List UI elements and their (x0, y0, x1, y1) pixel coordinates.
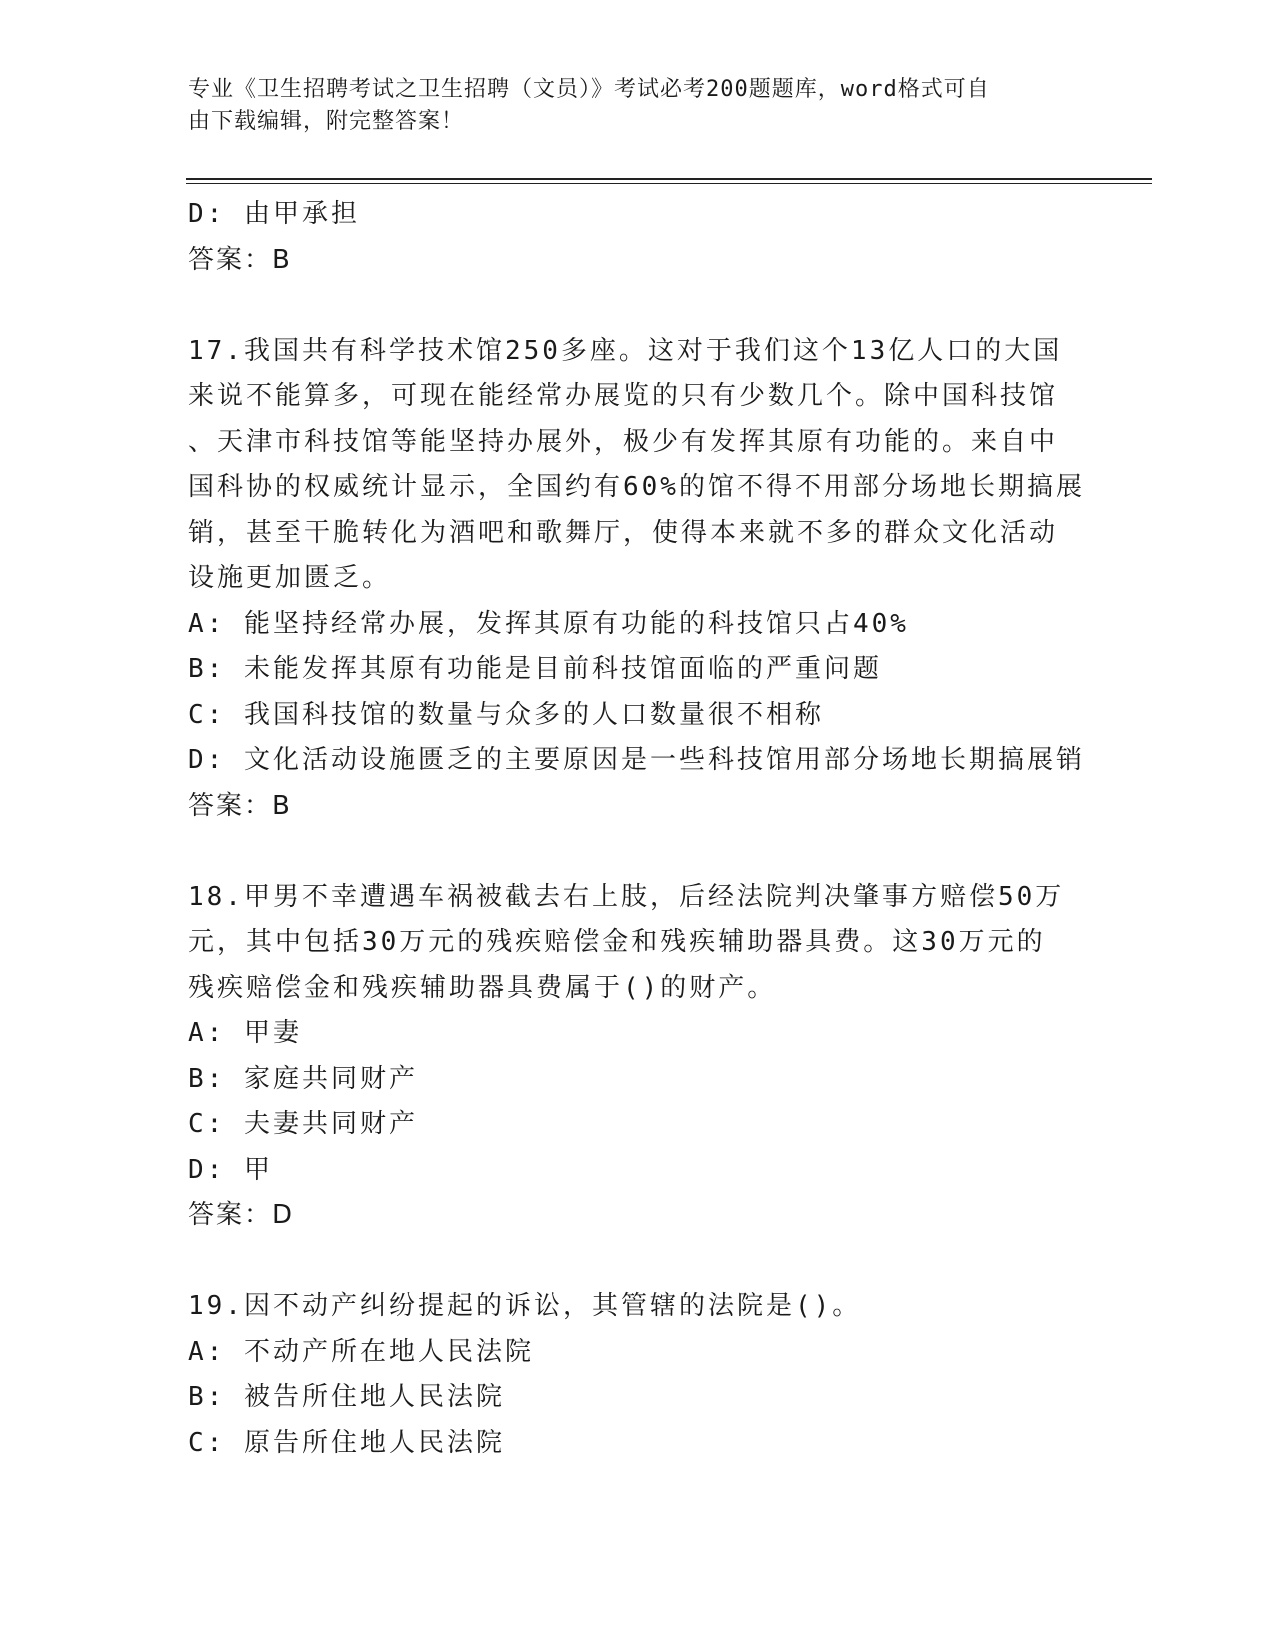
q17-option-b: B: 未能发挥其原有功能是目前科技馆面临的严重问题 (188, 654, 882, 684)
q18-text-line: 元，其中包括30万元的残疾赔偿金和残疾辅助器具费。这30万元的 (188, 927, 1046, 957)
header-line-1: 专业《卫生招聘考试之卫生招聘（文员）》考试必考200题题库，word格式可自 (188, 77, 990, 102)
q19-text-line: 19.因不动产纠纷提起的诉讼，其管辖的法院是()。 (188, 1291, 862, 1321)
q19-option-a: A: 不动产所在地人民法院 (188, 1336, 534, 1367)
question-content (188, 192, 1088, 1466)
q17-option-c: C: 我国科技馆的数量与众多的人口数量很不相称 (188, 699, 824, 730)
header-line-2: 由下载编辑，附完整答案！ (188, 109, 465, 134)
question-18 (188, 875, 1088, 1239)
q17-text-line: 国科协的权威统计显示，全国约有60%的馆不得不用部分场地长期搞展 (188, 472, 1085, 502)
prev-answer: 答案：B (188, 244, 292, 275)
q18-answer: 答案：D (188, 1200, 295, 1230)
q18-option-d: D: 甲 (188, 1154, 273, 1185)
question-17 (188, 329, 1088, 830)
q17-option-d: D: 文化活动设施匮乏的主要原因是一些科技馆用部分场地长期搞展销 (188, 745, 1085, 775)
q19-option-b: B: 被告所住地人民法院 (188, 1382, 505, 1412)
q18-option-a: A: 甲妻 (188, 1018, 302, 1048)
q17-text-line: 销，甚至干脆转化为酒吧和歌舞厅，使得本来就不多的群众文化活动 (188, 517, 1059, 548)
q17-text-line: 、天津市科技馆等能坚持办展外，极少有发挥其原有功能的。来自中 (188, 426, 1059, 457)
q18-option-c: C: 夫妻共同财产 (188, 1109, 418, 1139)
q18-text-line: 18.甲男不幸遭遇车祸被截去右上肢，后经法院判决肇事方赔偿50万 (188, 881, 1065, 912)
q17-text-line: 来说不能算多，可现在能经常办展览的只有少数几个。除中国科技馆 (188, 381, 1059, 411)
header-rule-thin (186, 183, 1152, 184)
q17-text-line: 17.我国共有科学技术馆250多座。这对于我们这个13亿人口的大国 (188, 335, 1063, 366)
document-header (188, 74, 1068, 138)
spacer (188, 283, 1088, 329)
q18-text-line: 残疾赔偿金和残疾辅助器具费属于()的财产。 (188, 972, 777, 1003)
q17-text-line: 设施更加匮乏。 (188, 563, 392, 593)
q18-option-b: B: 家庭共同财产 (188, 1063, 418, 1094)
spacer (188, 829, 1088, 875)
q17-answer: 答案：B (188, 790, 292, 821)
prev-option-d: D: 由甲承担 (188, 199, 360, 229)
q17-option-a: A: 能坚持经常办展，发挥其原有功能的科技馆只占40% (188, 608, 909, 639)
q19-option-c: C: 原告所住地人民法院 (188, 1427, 505, 1458)
header-rule-thick (186, 178, 1152, 180)
spacer (188, 1239, 1088, 1285)
question-19 (188, 1284, 1088, 1466)
